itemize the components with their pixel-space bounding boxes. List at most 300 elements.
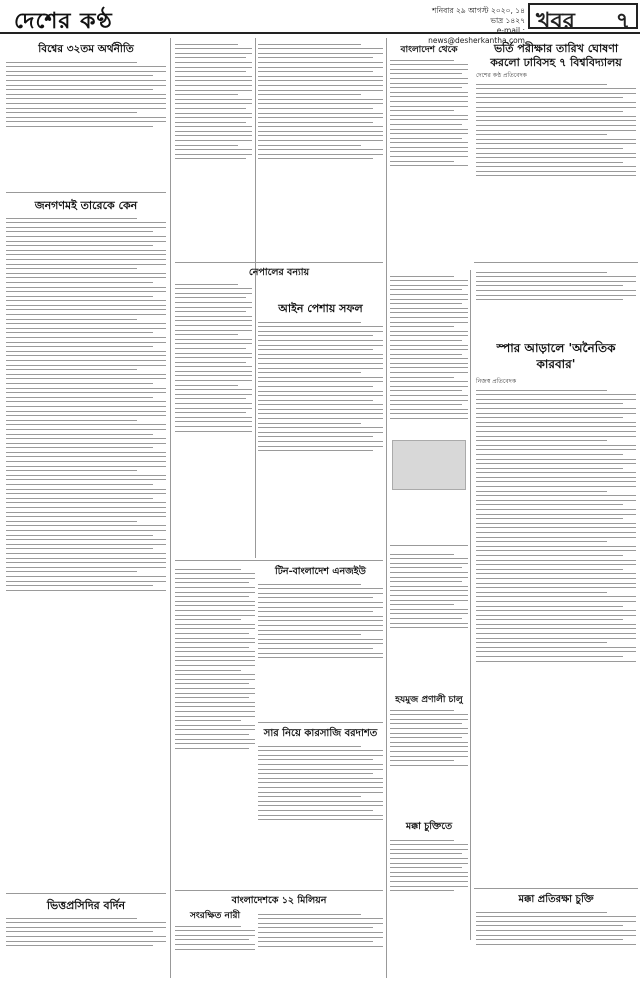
section-box (528, 3, 638, 34)
article-body (258, 910, 383, 978)
text-line (390, 853, 462, 854)
text-line (258, 391, 383, 392)
text-line (175, 288, 252, 289)
text-line (6, 576, 166, 577)
text-line (390, 335, 468, 336)
text-line (476, 477, 636, 478)
text-line (175, 135, 252, 136)
text-line (6, 438, 166, 439)
text-line (390, 400, 468, 401)
text-line (175, 633, 249, 634)
text-line (390, 280, 468, 281)
text-line (390, 119, 468, 120)
text-line (476, 299, 623, 300)
text-line (476, 514, 636, 515)
text-line (258, 423, 361, 424)
text-line (175, 57, 246, 58)
text-line (476, 134, 607, 135)
text-line (175, 90, 252, 91)
text-line (476, 440, 607, 441)
text-line (476, 527, 636, 528)
text-line (476, 175, 636, 176)
text-line (390, 890, 454, 891)
text-line (258, 792, 383, 793)
text-line (175, 380, 252, 381)
text-line (175, 426, 252, 427)
text-line (6, 918, 137, 919)
text-line (390, 340, 462, 341)
email-text: e-mail : news@desherkantha.com (428, 26, 525, 45)
text-line (258, 135, 383, 136)
text-line (390, 577, 468, 578)
text-line (258, 450, 373, 451)
text-line (476, 606, 623, 607)
text-line (6, 525, 166, 526)
text-line (390, 372, 468, 373)
text-line (390, 92, 468, 93)
page-number: ৭ (615, 8, 630, 34)
text-line (476, 102, 636, 103)
text-line (6, 273, 166, 274)
text-line (390, 618, 462, 619)
text-line (476, 84, 607, 85)
column-rule (386, 38, 387, 978)
text-line (6, 296, 153, 297)
text-line (390, 161, 454, 162)
column-rule (255, 38, 256, 558)
text-line (390, 312, 468, 313)
text-line (476, 116, 636, 117)
text-line (6, 355, 166, 356)
text-line (390, 849, 468, 850)
text-line (258, 44, 361, 45)
text-line (175, 339, 252, 340)
text-line (476, 459, 636, 460)
text-line (6, 388, 166, 389)
text-line (258, 94, 361, 95)
text-line (258, 117, 383, 118)
text-line (175, 431, 252, 432)
text-line (175, 693, 255, 694)
text-line (390, 581, 462, 582)
text-line (258, 381, 383, 382)
text-line (175, 307, 252, 308)
article-divider (6, 893, 166, 894)
text-line (6, 945, 153, 946)
text-line (476, 619, 623, 620)
text-line (175, 385, 238, 386)
masthead (0, 0, 640, 45)
text-line (476, 166, 636, 167)
text-line (476, 615, 636, 616)
text-line (175, 605, 255, 606)
text-line (476, 399, 636, 400)
text-line (476, 656, 623, 657)
text-line (390, 746, 468, 747)
text-line (175, 596, 249, 597)
text-line (476, 449, 636, 450)
text-line (390, 863, 468, 864)
text-line (6, 319, 137, 320)
text-line (476, 560, 636, 561)
text-line (175, 610, 255, 611)
text-line (390, 129, 468, 130)
text-line (476, 546, 636, 547)
text-line (258, 657, 383, 658)
text-line (390, 386, 468, 387)
section-name: খবর (536, 8, 575, 34)
text-line (175, 131, 252, 132)
text-line (6, 231, 153, 232)
text-line (476, 472, 636, 473)
article-divider (175, 262, 383, 263)
text-line (390, 317, 468, 318)
text-line (6, 85, 166, 86)
text-line (6, 429, 166, 430)
text-line (476, 285, 623, 286)
text-line (390, 294, 468, 295)
text-line (476, 601, 636, 602)
text-line (6, 567, 166, 568)
text-line (390, 147, 468, 148)
text-line (390, 760, 454, 761)
text-line (258, 57, 373, 58)
text-line (175, 569, 241, 570)
text-line (175, 145, 238, 146)
text-line (6, 927, 166, 928)
text-line (175, 615, 255, 616)
text-line (258, 755, 383, 756)
text-line (390, 404, 462, 405)
text-line (258, 386, 373, 387)
text-line (175, 688, 255, 689)
text-line (390, 367, 468, 368)
text-line (6, 328, 166, 329)
article-divider (474, 262, 638, 263)
text-line (476, 495, 636, 496)
text-line (390, 322, 468, 323)
text-line (390, 151, 468, 152)
text-line (6, 342, 166, 343)
text-line (175, 94, 238, 95)
text-line (476, 111, 623, 112)
text-line (258, 340, 383, 341)
text-line (175, 729, 255, 730)
text-line (175, 357, 252, 358)
text-line (390, 276, 454, 277)
text-line (390, 554, 454, 555)
text-line (175, 656, 255, 657)
text-line (258, 648, 373, 649)
text-line (6, 71, 166, 72)
text-line (6, 539, 166, 540)
text-line (476, 431, 636, 432)
text-line (258, 145, 361, 146)
text-line (476, 523, 636, 524)
text-line (6, 581, 166, 582)
text-line (258, 122, 373, 123)
text-line (6, 218, 137, 219)
text-line (258, 427, 383, 428)
article-headline: বাংলাদেশকে ১২ মিলিয়ন (231, 895, 327, 906)
text-line (6, 126, 153, 127)
text-line (175, 408, 252, 409)
text-line (258, 158, 373, 159)
text-line (258, 946, 383, 947)
text-line (6, 374, 166, 375)
text-line (6, 420, 137, 421)
text-line (6, 383, 153, 384)
text-line (6, 466, 166, 467)
text-line (6, 401, 166, 402)
text-line (258, 597, 373, 598)
article-body (390, 272, 468, 542)
text-line (258, 103, 383, 104)
text-line (6, 475, 166, 476)
text-line (390, 844, 468, 845)
text-line (258, 819, 383, 820)
text-line (476, 148, 623, 149)
text-line (175, 76, 252, 77)
text-line (258, 395, 383, 396)
text-line (476, 564, 636, 565)
text-line (476, 537, 636, 538)
text-line (258, 759, 373, 760)
text-line (6, 222, 166, 223)
article-body (390, 836, 468, 936)
text-line (175, 126, 252, 127)
text-line (175, 67, 252, 68)
text-line (175, 628, 255, 629)
text-line (476, 930, 636, 931)
text-line (175, 158, 246, 159)
article-headline: আইন পেশায় সফল (278, 302, 363, 315)
text-line (476, 130, 636, 131)
text-line (258, 418, 383, 419)
text-line (476, 509, 636, 510)
text-line (6, 227, 166, 228)
text-line (390, 418, 468, 419)
text-line (6, 415, 166, 416)
article-headline: হযমুজ প্রণালী চালু (395, 695, 463, 705)
article-divider (474, 888, 638, 889)
text-line (6, 332, 153, 333)
text-line (258, 787, 383, 788)
text-line (175, 624, 255, 625)
text-line (6, 103, 166, 104)
text-line (175, 293, 252, 294)
text-line (175, 587, 255, 588)
text-line (6, 507, 166, 508)
column-rule (170, 38, 171, 978)
text-line (175, 944, 255, 945)
text-line (175, 949, 255, 950)
text-line (476, 592, 607, 593)
text-line (175, 113, 252, 114)
article-body (175, 280, 252, 558)
text-line (258, 611, 373, 612)
text-line (258, 400, 373, 401)
text-line (6, 378, 166, 379)
text-line (175, 316, 252, 317)
text-line (175, 302, 252, 303)
article-body (476, 386, 636, 886)
text-line (258, 131, 383, 132)
text-line (175, 642, 255, 643)
text-line (175, 935, 255, 936)
text-line (175, 325, 252, 326)
text-line (258, 643, 383, 644)
text-line (6, 245, 153, 246)
lead-byline: দেশের কণ্ঠ প্রতিবেদক (476, 72, 527, 79)
text-line (476, 587, 636, 588)
text-line (175, 720, 241, 721)
text-line (390, 714, 468, 715)
text-line (390, 110, 454, 111)
text-line (476, 162, 623, 163)
text-line (175, 647, 249, 648)
text-line (175, 343, 252, 344)
text-line (258, 80, 383, 81)
text-line (476, 281, 636, 282)
text-line (6, 282, 153, 283)
text-line (6, 75, 153, 76)
text-line (476, 916, 636, 917)
text-line (258, 801, 383, 802)
sub-headline-line2: কারবার' (536, 357, 576, 371)
text-line (6, 941, 166, 942)
text-line (390, 381, 468, 382)
text-line (6, 424, 166, 425)
text-line (258, 67, 383, 68)
text-line (6, 590, 166, 591)
text-line (6, 489, 166, 490)
text-line (175, 702, 255, 703)
text-line (390, 719, 468, 720)
lead-headline-line1: ভর্তি পরীক্ষার তারিখ ঘোষণা (493, 42, 619, 55)
text-line (175, 371, 252, 372)
text-line (476, 272, 607, 273)
text-line (6, 479, 166, 480)
text-line (476, 468, 623, 469)
text-line (175, 725, 255, 726)
article-headline: সংরক্ষিত নারী (189, 911, 241, 921)
text-line (6, 461, 166, 462)
text-line (175, 353, 252, 354)
text-line (175, 99, 252, 100)
article-body (175, 40, 252, 260)
text-line (476, 504, 623, 505)
text-line (258, 331, 383, 332)
text-line (476, 107, 636, 108)
text-line (6, 360, 166, 361)
text-line (6, 548, 153, 549)
text-line (258, 377, 383, 378)
text-line (6, 535, 153, 536)
column-rule (470, 270, 471, 940)
text-line (476, 624, 636, 625)
text-line (476, 463, 636, 464)
text-line (258, 154, 383, 155)
text-line (6, 516, 166, 517)
text-line (175, 140, 252, 141)
text-line (476, 642, 607, 643)
text-line (258, 914, 361, 915)
text-line (6, 254, 166, 255)
text-line (175, 679, 255, 680)
text-line (6, 291, 166, 292)
text-line (258, 923, 383, 924)
text-line (258, 796, 361, 797)
text-line (390, 60, 454, 61)
text-line (175, 108, 246, 109)
text-line (175, 330, 252, 331)
text-line (258, 354, 383, 355)
text-line (6, 89, 153, 90)
text-line (258, 358, 383, 359)
text-line (258, 349, 373, 350)
text-line (258, 71, 373, 72)
text-line (390, 285, 468, 286)
text-line (6, 493, 166, 494)
text-line (175, 573, 255, 574)
text-line (6, 108, 166, 109)
text-line (175, 582, 249, 583)
text-line (476, 125, 636, 126)
article-headline: বিশ্বের ৩২তম অর্থনীতি (38, 43, 134, 55)
text-line (6, 259, 166, 260)
text-line (258, 62, 383, 63)
text-line (6, 521, 137, 522)
text-line (258, 607, 383, 608)
text-line (476, 408, 636, 409)
text-line (258, 363, 383, 364)
text-line (6, 456, 166, 457)
text-line (390, 751, 468, 752)
text-line (258, 927, 373, 928)
text-line (175, 398, 246, 399)
text-line (6, 314, 166, 315)
text-line (258, 113, 383, 114)
text-line (258, 810, 373, 811)
text-line (175, 619, 241, 620)
text-line (258, 326, 383, 327)
text-line (175, 734, 249, 735)
text-line (390, 886, 468, 887)
text-line (175, 297, 246, 298)
text-line (258, 918, 383, 919)
text-line (258, 815, 383, 816)
article-body (258, 318, 383, 558)
text-line (175, 660, 255, 661)
text-line (258, 750, 383, 751)
text-line (390, 349, 468, 350)
text-line (258, 322, 361, 323)
text-line (476, 573, 636, 574)
text-line (476, 633, 636, 634)
text-line (6, 300, 166, 301)
article-headline: মক্কা চুক্তিতে (405, 821, 453, 832)
text-line (390, 289, 462, 290)
text-line (390, 363, 468, 364)
text-line (476, 486, 636, 487)
text-line (476, 569, 623, 570)
text-line (476, 651, 636, 652)
text-line (175, 592, 255, 593)
text-line (390, 331, 468, 332)
text-line (476, 921, 636, 922)
text-line (258, 126, 383, 127)
